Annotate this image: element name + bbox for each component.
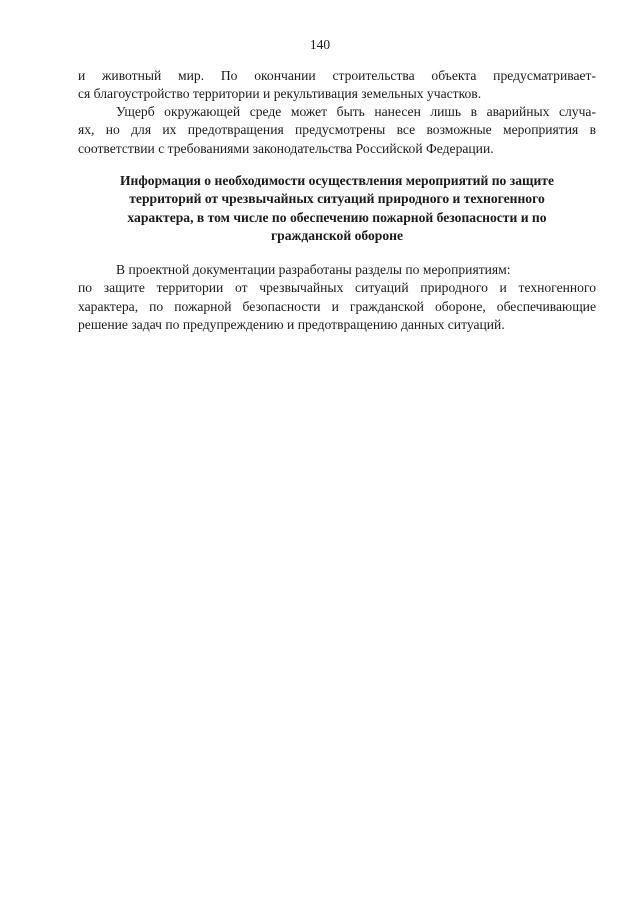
paragraph-1 [78,67,596,104]
section-heading [78,172,596,245]
paragraph-2 [78,103,596,158]
section-line: по защите территории от чрезвычайных ситуаций природного и техногенного [78,280,596,296]
section-line: характера, по пожарной безопасности и гражданской обороне, обеспечивающие [78,298,596,314]
paragraph-line: ях, но для их предотвращения предусмотрены все возможные мероприятия в [78,122,596,138]
paragraph-line: Ущерб окружающей среде может быть нанесен лишь в аварийных случа- [116,104,596,119]
section-body [78,261,596,334]
heading-line: гражданской обороне [270,227,404,243]
heading-line: территорий от чрезвычайных ситуаций природного и техногенного [129,191,545,207]
section-line: В проектной документации разработаны разделы по мероприятиям: [116,262,511,277]
heading-line: Информация о необходимости осуществления мероприятий по защите [119,173,555,188]
paragraph-line: соответствии с требованиями законодательства Российской Федерации. [78,140,494,156]
paragraph-line: ся благоустройство территории и рекультивация земельных участков. [78,86,482,102]
heading-line: характера, в том числе по обеспечению пожарной безопасности и по [127,209,547,225]
section-line: решение задач по предупреждению и предотвращению данных ситуаций. [78,316,505,332]
page-number: 140 [309,37,331,52]
paragraph-line: и животный мир. По окончании строительства объекта предусматривает- [78,68,596,83]
